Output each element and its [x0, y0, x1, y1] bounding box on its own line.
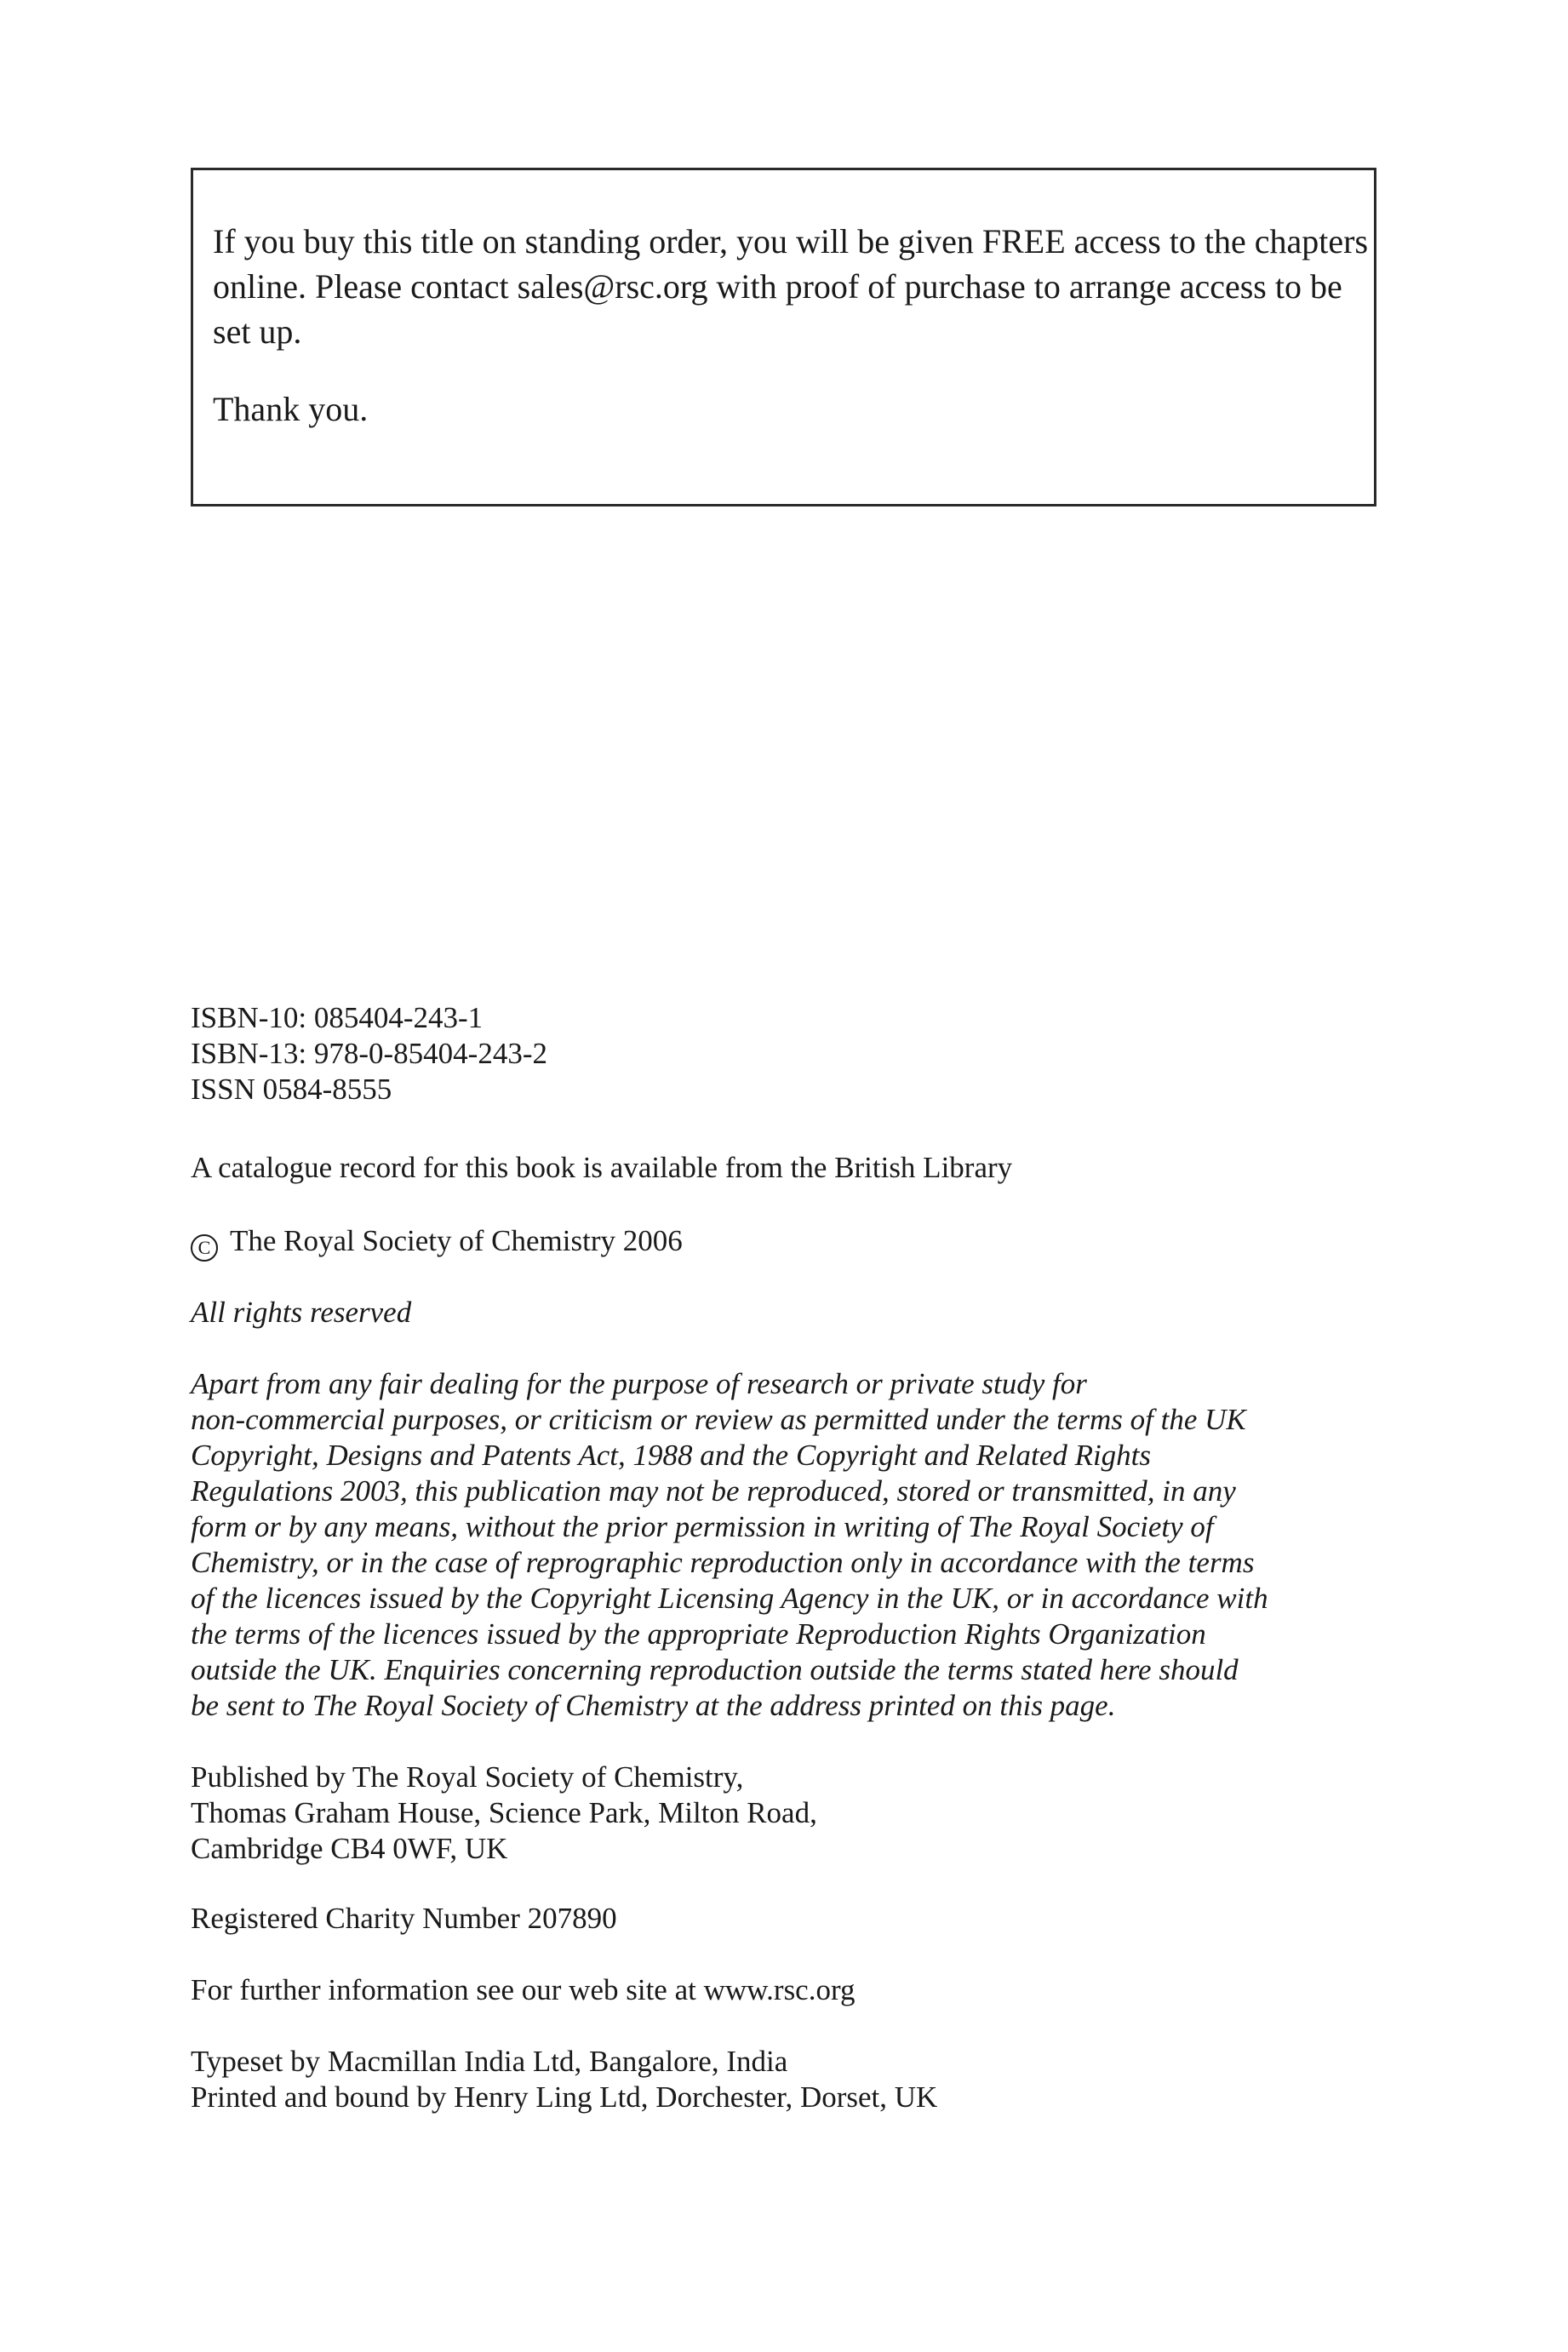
rights-line: the terms of the licences issued by the appropriate Reproduction Rights Organization — [191, 1617, 1206, 1651]
rights-line: Copyright, Designs and Patents Act, 1988 and the Copyright and Related Rights — [191, 1439, 1152, 1472]
copyright-symbol-icon: C — [191, 1234, 218, 1262]
notice-text: If you buy this title on standing order, you will be given FREE access to the chapters online. Please contact sales@rsc.org with proof of purchase to arrange access to be set up. — [213, 222, 1369, 351]
publisher-line: Published by The Royal Society of Chemistry, — [191, 1760, 744, 1794]
notice-thanks: Thank you. — [213, 390, 369, 428]
charity-text: Registered Charity Number 207890 — [191, 1902, 617, 1935]
rights-line: be sent to The Royal Society of Chemistry at the address printed on this page. — [191, 1689, 1116, 1722]
typeset-credit: Typeset by Macmillan India Ltd, Bangalore, India — [191, 2045, 788, 2078]
printer-credit: Printed and bound by Henry Ling Ltd, Dorchester, Dorset, UK — [191, 2080, 938, 2114]
rights-line: Regulations 2003, this publication may not be reproduced, stored or transmitted, in any — [191, 1474, 1236, 1508]
publisher-line: Thomas Graham House, Science Park, Milton Road, — [191, 1796, 817, 1829]
rights-statement — [191, 1366, 1268, 1724]
website-info — [191, 1972, 856, 2008]
publisher-address — [191, 1760, 817, 1867]
isbn-10: ISBN-10: 085404-243-1 — [191, 1001, 484, 1034]
rights-line: Apart from any fair dealing for the purpose of research or private study for — [191, 1367, 1087, 1400]
production-credits — [191, 2044, 937, 2115]
rights-reserved-text: All rights reserved — [191, 1296, 412, 1329]
catalogue-text: A catalogue record for this book is available from the British Library — [191, 1151, 1013, 1184]
identifiers-block — [191, 1000, 547, 1107]
charity-number — [191, 1901, 617, 1937]
rights-line: of the licences issued by the Copyright Licensing Agency in the UK, or in accordance with — [191, 1582, 1268, 1615]
copyright-line — [191, 1223, 683, 1262]
isbn-13: ISBN-13: 978-0-85404-243-2 — [191, 1037, 547, 1070]
rights-reserved — [191, 1295, 411, 1331]
catalogue-record — [191, 1150, 1012, 1186]
rights-line: outside the UK. Enquiries concerning reproduction outside the terms stated here should — [191, 1653, 1239, 1686]
rights-line: Chemistry, or in the case of reprographic reproduction only in accordance with the terms — [191, 1546, 1255, 1579]
issn: ISSN 0584-8555 — [191, 1073, 392, 1106]
rights-line: non-commercial purposes, or criticism or review as permitted under the terms of the UK — [191, 1403, 1246, 1436]
rights-line: form or by any means, without the prior permission in writing of The Royal Society of — [191, 1510, 1214, 1543]
copyright-text: The Royal Society of Chemistry 2006 — [230, 1224, 683, 1257]
website-text: For further information see our web site at www.rsc.org — [191, 1973, 856, 2006]
publisher-line: Cambridge CB4 0WF, UK — [191, 1832, 508, 1865]
purchase-notice-box — [191, 168, 1376, 506]
